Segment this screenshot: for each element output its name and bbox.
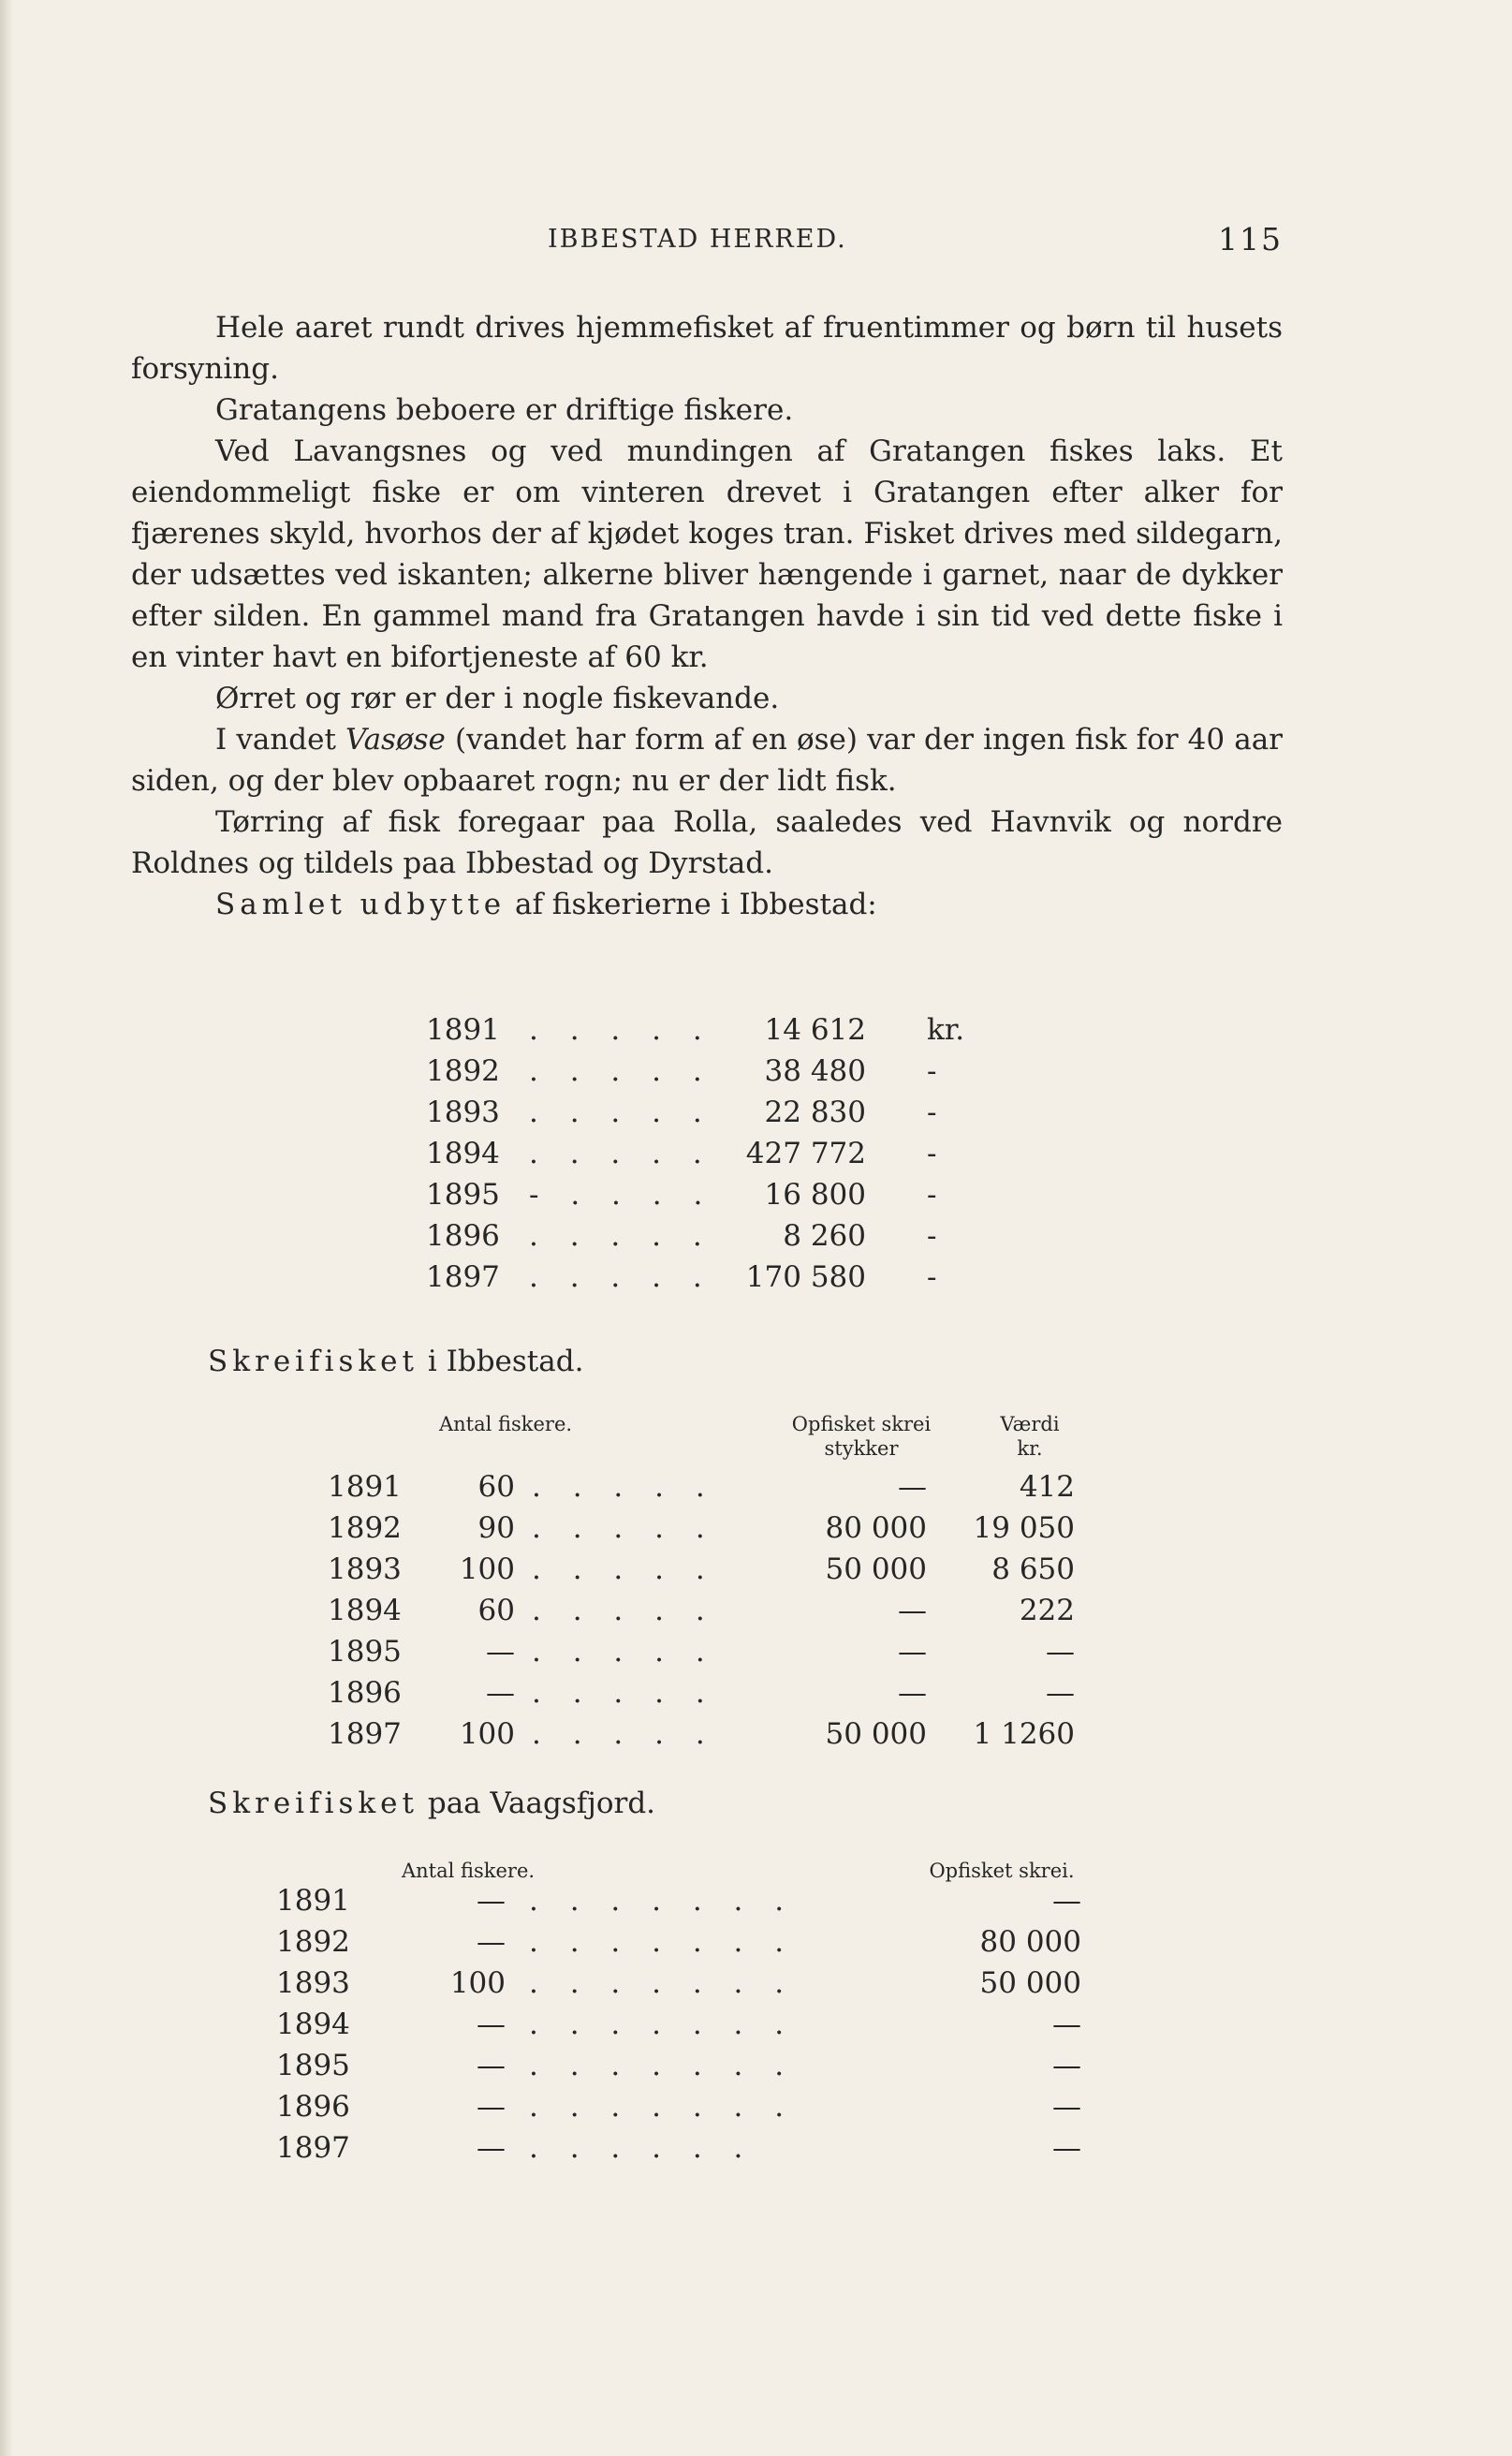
paragraph-text: af fiskerierne i Ibbestad: [506, 888, 877, 921]
fishers-cell: 100 [459, 1552, 515, 1586]
table-row [0, 2131, 1217, 2172]
unit-cell: - [927, 1096, 937, 1129]
value-cell: 222 [1019, 1594, 1075, 1627]
table-row [0, 2090, 1217, 2131]
year-cell: 1892 [426, 1054, 500, 1088]
column-header-line: stykker [824, 1437, 899, 1460]
catch-cell: — [1052, 2007, 1081, 2041]
table-row [426, 1178, 988, 1219]
value-cell: 16 800 [764, 1178, 866, 1212]
value-cell: — [1046, 1676, 1075, 1710]
fishers-cell: — [477, 2131, 506, 2165]
year-cell: 1897 [426, 1260, 500, 1294]
spaced-heading: Skreifisket [208, 1345, 418, 1378]
fishers-cell: 100 [459, 1717, 515, 1751]
catch-cell: — [898, 1676, 927, 1710]
leader-dots: . . . . . [532, 1552, 716, 1586]
value-cell: 38 480 [764, 1054, 866, 1088]
leader-dots: . . . . . . . [529, 1884, 796, 1918]
value-cell: 19 050 [973, 1511, 1075, 1545]
table-row [0, 1925, 1217, 1966]
leader-dots: . . . . . . [529, 2131, 755, 2165]
column-header-fishers: Antal fiskere. [438, 1413, 573, 1435]
section-title-vaagsfjord [208, 1787, 655, 1820]
page-number: 115 [1218, 221, 1283, 257]
value-cell: — [1046, 1635, 1075, 1669]
paragraph: Ørret og rør er der i nogle fiskevande. [215, 682, 780, 715]
lake-name: Vasøse [345, 723, 446, 757]
fishers-cell: — [477, 1884, 506, 1918]
leader-dots: . . . . . . . [529, 2090, 796, 2124]
year-cell: 1892 [328, 1511, 402, 1545]
year-cell: 1896 [276, 2090, 350, 2124]
table-row [426, 1137, 988, 1178]
year-cell: 1897 [276, 2131, 350, 2165]
unit-cell: - [927, 1137, 937, 1170]
leader-dots: . . . . . . . [529, 2007, 796, 2041]
catch-cell: — [898, 1470, 927, 1504]
column-header-line: Værdi [1000, 1413, 1060, 1435]
paragraph: Gratangens beboere er driftige fiskere. [215, 393, 794, 427]
table-row [0, 2049, 1217, 2090]
section-title-rest: i Ibbestad. [418, 1345, 584, 1378]
year-cell: 1891 [328, 1470, 402, 1504]
year-cell: 1897 [328, 1717, 402, 1751]
table-row [0, 1966, 1217, 2007]
paragraph: Ved Lavangsnes og ved mundingen af Gratangen fiskes laks. Et eiendommeligt fiske er om vinteren drevet i Gratangen efter alker for fjærenes skyld, hvorhos der af kjødet koges tran. Fisket drives med sildegarn, der udsættes ved iskanten; alkerne bliver hængende i garnet, naar de dykker efter silden. En gammel mand fra Gratangen havde i sin tid ved dette fiske i en vinter havt en bifortjeneste af 60 kr. [131, 434, 1283, 674]
table-row [426, 1096, 988, 1137]
column-header-line: Opfisket skrei [791, 1413, 932, 1435]
leader-dots: - . . . . [529, 1178, 714, 1212]
fishers-cell: — [486, 1676, 515, 1710]
body-text [131, 307, 1283, 925]
table-row [426, 1260, 988, 1302]
leader-dots: . . . . . [532, 1511, 716, 1545]
table-row [426, 1054, 988, 1096]
year-cell: 1893 [328, 1552, 402, 1586]
unit-cell: - [927, 1219, 937, 1253]
table-row [426, 1013, 988, 1054]
table-row [0, 1884, 1217, 1925]
fishers-cell: 100 [449, 1966, 506, 2000]
catch-cell: 50 000 [979, 1966, 1081, 2000]
catch-cell: 50 000 [825, 1552, 927, 1586]
catch-cell: — [1052, 2131, 1081, 2165]
paragraph-text: (vandet har form af en øse) var der ingen fisk for 40 aar siden, og der blev opbaaret rogn; nu er der lidt fisk. [131, 723, 1283, 798]
fishers-cell: 60 [477, 1470, 515, 1504]
paragraph: Hele aaret rundt drives hjemmefisket af fruentimmer og børn til husets forsyning. [131, 311, 1283, 386]
catch-cell: — [1052, 1884, 1081, 1918]
year-cell: 1895 [328, 1635, 402, 1669]
fishers-cell: — [477, 2007, 506, 2041]
value-cell: 8 260 [783, 1219, 866, 1253]
table-row [0, 1635, 1217, 1676]
paragraph [131, 884, 1283, 925]
value-cell: 22 830 [764, 1096, 866, 1129]
catch-cell: — [1052, 2049, 1081, 2082]
value-cell: 8 650 [991, 1552, 1075, 1586]
leader-dots: . . . . . [532, 1676, 716, 1710]
running-head: IBBESTAD HERRED. [548, 225, 847, 254]
table-row [0, 1594, 1217, 1635]
year-cell: 1895 [426, 1178, 500, 1212]
leader-dots: . . . . . [529, 1096, 713, 1129]
paragraph-text: I vandet [215, 723, 346, 757]
catch-cell: 80 000 [979, 1925, 1081, 1959]
year-cell: 1896 [426, 1219, 500, 1253]
catch-cell: 50 000 [825, 1717, 927, 1751]
table-row [0, 1676, 1217, 1717]
leader-dots: . . . . . [532, 1470, 716, 1504]
table-row [0, 2007, 1217, 2049]
column-header-catch [768, 1412, 955, 1461]
value-cell: 170 580 [745, 1260, 866, 1294]
table-row [426, 1219, 988, 1260]
unit-cell: - [927, 1178, 937, 1212]
year-cell: 1894 [328, 1594, 402, 1627]
fishers-cell: — [477, 2090, 506, 2124]
year-cell: 1893 [276, 1966, 350, 2000]
fishers-cell: — [477, 2049, 506, 2082]
column-header-fishers: Antal fiskere. [401, 1860, 536, 1882]
value-cell: 412 [1019, 1470, 1075, 1504]
section-title-rest: paa Vaagsfjord. [418, 1787, 656, 1820]
value-cell: 14 612 [764, 1013, 866, 1047]
paragraph: Tørring af fisk foregaar paa Rolla, saaledes ved Havnvik og nordre Roldnes og tildels paa Ibbestad og Dyrstad. [131, 805, 1283, 880]
table-row [0, 1552, 1217, 1594]
leader-dots: . . . . . . . [529, 1966, 796, 2000]
leader-dots: . . . . . [529, 1137, 713, 1170]
spaced-heading: Skreifisket [208, 1787, 418, 1820]
table-row [0, 1470, 1217, 1511]
catch-cell: — [1052, 2090, 1081, 2124]
fishers-cell: 60 [477, 1594, 515, 1627]
paragraph [131, 719, 1283, 802]
leader-dots: . . . . . [532, 1635, 716, 1669]
unit-cell: kr. [927, 1013, 965, 1047]
column-header-value [974, 1412, 1086, 1461]
year-cell: 1895 [276, 2049, 350, 2082]
page-header [131, 221, 1283, 262]
catch-cell: 80 000 [825, 1511, 927, 1545]
year-cell: 1896 [328, 1676, 402, 1710]
yield-table [426, 1013, 988, 1302]
year-cell: 1891 [276, 1884, 350, 1918]
leader-dots: . . . . . [529, 1219, 713, 1253]
column-header-line: kr. [1017, 1437, 1043, 1460]
leader-dots: . . . . . [529, 1013, 713, 1047]
leader-dots: . . . . . [532, 1594, 716, 1627]
unit-cell: - [927, 1260, 937, 1294]
table-row [0, 1511, 1217, 1552]
year-cell: 1894 [426, 1137, 500, 1170]
leader-dots: . . . . . [529, 1054, 713, 1088]
year-cell: 1891 [426, 1013, 500, 1047]
leader-dots: . . . . . [529, 1260, 713, 1294]
fishers-cell: — [486, 1635, 515, 1669]
column-header-catch: Opfisket skrei. [929, 1860, 1075, 1882]
fishers-cell: 90 [477, 1511, 515, 1545]
unit-cell: - [927, 1054, 937, 1088]
value-cell: 1 1260 [973, 1717, 1075, 1751]
catch-cell: — [898, 1594, 927, 1627]
leader-dots: . . . . . . . [529, 2049, 796, 2082]
leader-dots: . . . . . . . [529, 1925, 796, 1959]
fishers-cell: — [477, 1925, 506, 1959]
year-cell: 1894 [276, 2007, 350, 2041]
spaced-heading: Samlet udbytte [215, 888, 506, 921]
catch-cell: — [898, 1635, 927, 1669]
value-cell: 427 772 [745, 1137, 866, 1170]
year-cell: 1892 [276, 1925, 350, 1959]
section-title-ibbestad [208, 1345, 583, 1378]
table-row [0, 1717, 1217, 1758]
year-cell: 1893 [426, 1096, 500, 1129]
leader-dots: . . . . . [532, 1717, 716, 1751]
